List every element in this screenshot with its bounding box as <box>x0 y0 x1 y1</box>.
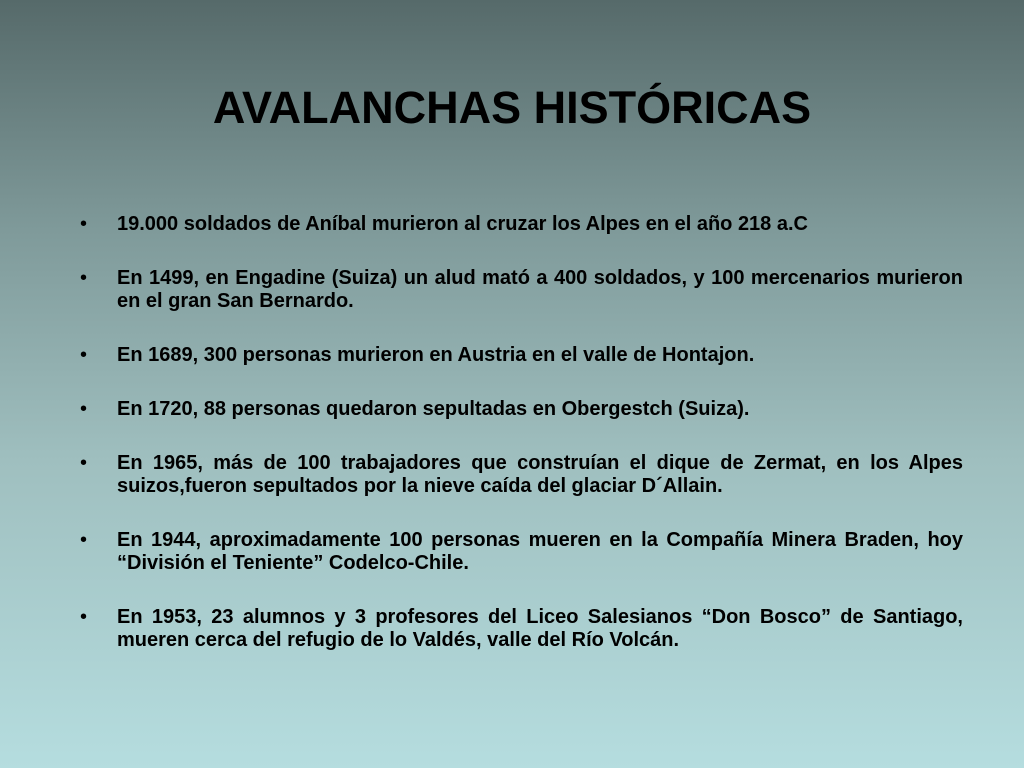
bullet-text: En 1953, 23 alumnos y 3 profesores del Liceo Salesianos “Don Bosco” de Santiago, mueren cerca del refugio de lo Valdés, valle del Río Volcán. <box>117 606 963 651</box>
bullet-list <box>80 213 963 683</box>
bullet-item <box>80 398 963 421</box>
bullet-item <box>80 452 963 498</box>
bullet-item <box>80 529 963 575</box>
bullet-item <box>80 344 963 367</box>
bullet-text: En 1944, aproximadamente 100 personas mueren en la Compañía Minera Braden, hoy “División el Teniente” Codelco-Chile. <box>117 529 963 574</box>
slide-title: AVALANCHAS HISTÓRICAS <box>212 82 812 133</box>
bullet-dot-icon: • <box>80 344 88 366</box>
bullet-text: 19.000 soldados de Aníbal murieron al cruzar los Alpes en el año 218 a.C <box>117 213 808 235</box>
bullet-dot-icon: • <box>80 606 88 628</box>
bullet-dot-icon: • <box>80 529 88 551</box>
bullet-item <box>80 606 963 652</box>
bullet-dot-icon: • <box>80 267 88 289</box>
bullet-text: En 1965, más de 100 trabajadores que construían el dique de Zermat, en los Alpes suizos,fueron sepultados por la nieve caída del glaciar D´Allain. <box>117 452 963 497</box>
bullet-text: En 1720, 88 personas quedaron sepultadas en Obergestch (Suiza). <box>117 398 750 420</box>
bullet-item <box>80 267 963 313</box>
bullet-dot-icon: • <box>80 452 88 474</box>
bullet-text: En 1499, en Engadine (Suiza) un alud mató a 400 soldados, y 100 mercenarios murieron en el gran San Bernardo. <box>117 267 963 312</box>
bullet-text: En 1689, 300 personas murieron en Austria en el valle de Hontajon. <box>117 344 755 366</box>
bullet-item <box>80 213 963 236</box>
bullet-dot-icon: • <box>80 398 88 420</box>
bullet-dot-icon: • <box>80 213 88 235</box>
